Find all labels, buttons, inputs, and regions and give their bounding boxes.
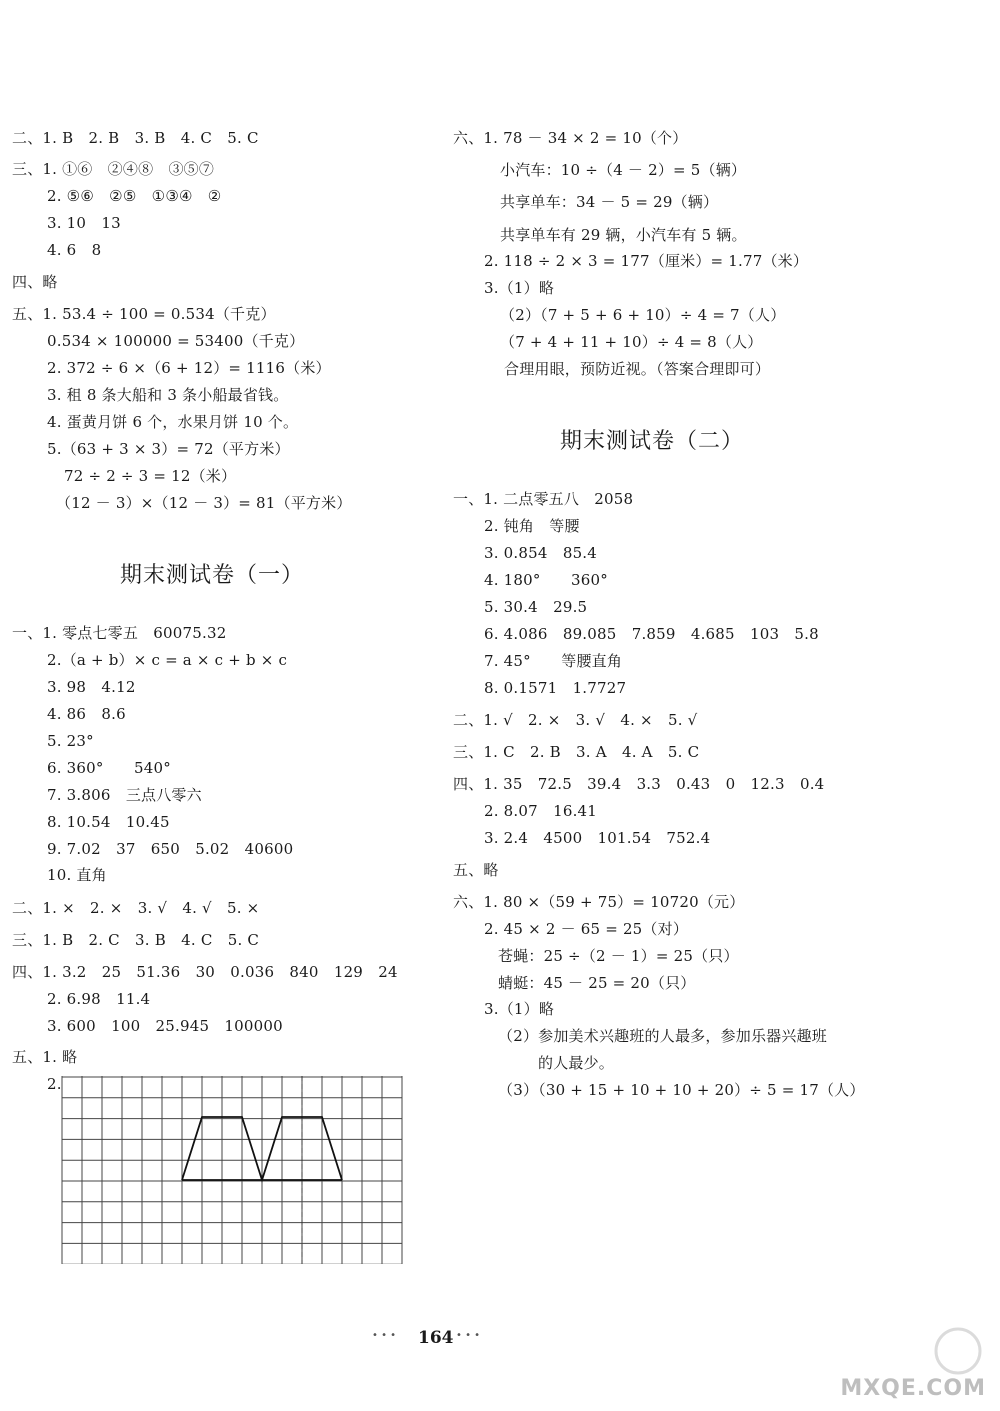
left-answer-line: 0.534 × 100000 = 53400（千克）	[47, 332, 305, 350]
right-answer-line: （7 + 4 + 11 + 10）÷ 4 = 8（人）	[500, 333, 763, 351]
right-answer-line: 苍蝇：25 ÷（2 － 1）= 25（只）	[498, 947, 739, 965]
right-answer-line: 7. 45° 等腰直角	[484, 652, 623, 670]
left-answer-line: 4. 6 8	[47, 241, 102, 259]
left-answer-line: 2. ⑤⑥ ②⑤ ①③④ ②	[47, 187, 222, 205]
left-answer-line: 3. 600 100 25.945 100000	[47, 1017, 283, 1035]
section-title: 期末测试卷（二）	[560, 429, 745, 454]
left-answer-line: 四、略	[12, 273, 58, 291]
section-title: 期末测试卷（一）	[120, 563, 305, 588]
right-answer-line: 2. 45 × 2 － 65 = 25（对）	[484, 920, 689, 938]
footer-dots-left: • • •	[372, 1330, 397, 1341]
left-answer-line: 三、1. B 2. C 3. B 4. C 5. C	[12, 931, 260, 949]
left-answer-line: 2. 372 ÷ 6 ×（6 + 12）= 1116（米）	[47, 359, 331, 377]
left-answer-line: 四、1. 3.2 25 51.36 30 0.036 840 129 24	[12, 963, 398, 981]
left-answer-line: 二、1. × 2. × 3. √ 4. √ 5. ×	[12, 899, 260, 917]
grid-lines	[62, 1076, 402, 1264]
right-answer-line: 3. 0.854 85.4	[484, 544, 598, 562]
left-answer-line: 五、1. 略	[12, 1048, 78, 1066]
footer-dots-right: • • •	[456, 1330, 481, 1341]
right-answer-line: 二、1. √ 2. × 3. √ 4. × 5. √	[453, 711, 698, 729]
right-answer-line: 3. 2.4 4500 101.54 752.4	[484, 829, 711, 847]
left-answer-line: 3. 98 4.12	[47, 678, 136, 696]
left-answer-line: 2.（a + b）× c = a × c + b × c	[47, 651, 288, 669]
right-answer-line: 五、略	[453, 861, 499, 879]
right-answer-line: （3）（30 + 15 + 10 + 10 + 20）÷ 5 = 17（人）	[498, 1081, 865, 1099]
right-answer-line: 六、1. 78 － 34 × 2 = 10（个）	[453, 129, 688, 147]
left-answer-line: 4. 86 8.6	[47, 705, 126, 723]
page-number: 164	[418, 1328, 454, 1348]
left-answer-line: 72 ÷ 2 ÷ 3 = 12（米）	[64, 467, 237, 485]
right-answer-line: 2. 钝角 等腰	[484, 517, 580, 535]
left-answer-line: 二、1. B 2. B 3. B 4. C 5. C	[12, 129, 259, 147]
left-answer-line: 8. 10.54 10.45	[47, 813, 170, 831]
left-answer-line: 五、1. 53.4 ÷ 100 = 0.534（千克）	[12, 305, 276, 323]
right-answer-line: 8. 0.1571 1.7727	[484, 679, 627, 697]
right-answer-line: 共享单车：34 － 5 = 29（辆）	[500, 193, 719, 211]
right-answer-line: 共享单车有 29 辆，小汽车有 5 辆。	[500, 226, 747, 244]
right-answer-line: 蜻蜓：45 － 25 = 20（只）	[498, 974, 696, 992]
left-answer-line: 一、1. 零点七零五 60075.32	[12, 624, 227, 642]
right-answer-line: 4. 180° 360°	[484, 571, 608, 589]
left-answer-line: 9. 7.02 37 650 5.02 40600	[47, 840, 294, 858]
right-answer-line: 6. 4.086 89.085 7.859 4.685 103 5.8	[484, 625, 819, 643]
left-answer-line: 7. 3.806 三点八零六	[47, 786, 202, 804]
right-answer-line: 3.（1）略	[484, 1000, 555, 1018]
right-answer-line: （2）（7 + 5 + 6 + 10）÷ 4 = 7（人）	[500, 306, 786, 324]
left-answer-line: 2. 6.98 11.4	[47, 990, 151, 1008]
watermark-url: MXQE.COM	[840, 1376, 986, 1401]
left-answer-line: 2.	[47, 1075, 62, 1093]
left-answer-line: 5.（63 + 3 × 3）= 72（平方米）	[47, 440, 290, 458]
right-answer-line: 四、1. 35 72.5 39.4 3.3 0.43 0 12.3 0.4	[453, 775, 825, 793]
left-answer-line: （12 － 3）×（12 － 3）= 81（平方米）	[56, 494, 352, 512]
right-answer-line: 2. 118 ÷ 2 × 3 = 177（厘米）= 1.77（米）	[484, 252, 809, 270]
left-answer-line: 3. 10 13	[47, 214, 121, 232]
right-answer-line: 三、1. C 2. B 3. A 4. A 5. C	[453, 743, 700, 761]
right-answer-line: 3.（1）略	[484, 279, 555, 297]
left-answer-line: 4. 蛋黄月饼 6 个，水果月饼 10 个。	[47, 413, 299, 431]
left-answer-line: 三、1. ①⑥ ②④⑧ ③⑤⑦	[12, 160, 215, 178]
left-answer-line: 5. 23°	[47, 732, 94, 750]
right-answer-line: 的人最少。	[538, 1054, 615, 1072]
right-answer-line: 小汽车：10 ÷（4 － 2）= 5（辆）	[500, 161, 747, 179]
left-answer-line: 6. 360° 540°	[47, 759, 171, 777]
left-answer-line: 3. 租 8 条大船和 3 条小船最省钱。	[47, 386, 289, 404]
right-answer-line: （2）参加美术兴趣班的人最多，参加乐器兴趣班	[498, 1027, 827, 1045]
trapezoid-grid-figure	[60, 1076, 408, 1264]
right-answer-line: 六、1. 80 ×（59 + 75）= 10720（元）	[453, 893, 745, 911]
right-answer-line: 合理用眼，预防近视。（答案合理即可）	[504, 360, 771, 378]
right-answer-line: 一、1. 二点零五八 2058	[453, 490, 634, 508]
left-answer-line: 10. 直角	[47, 866, 107, 884]
right-answer-line: 2. 8.07 16.41	[484, 802, 598, 820]
right-answer-line: 5. 30.4 29.5	[484, 598, 588, 616]
